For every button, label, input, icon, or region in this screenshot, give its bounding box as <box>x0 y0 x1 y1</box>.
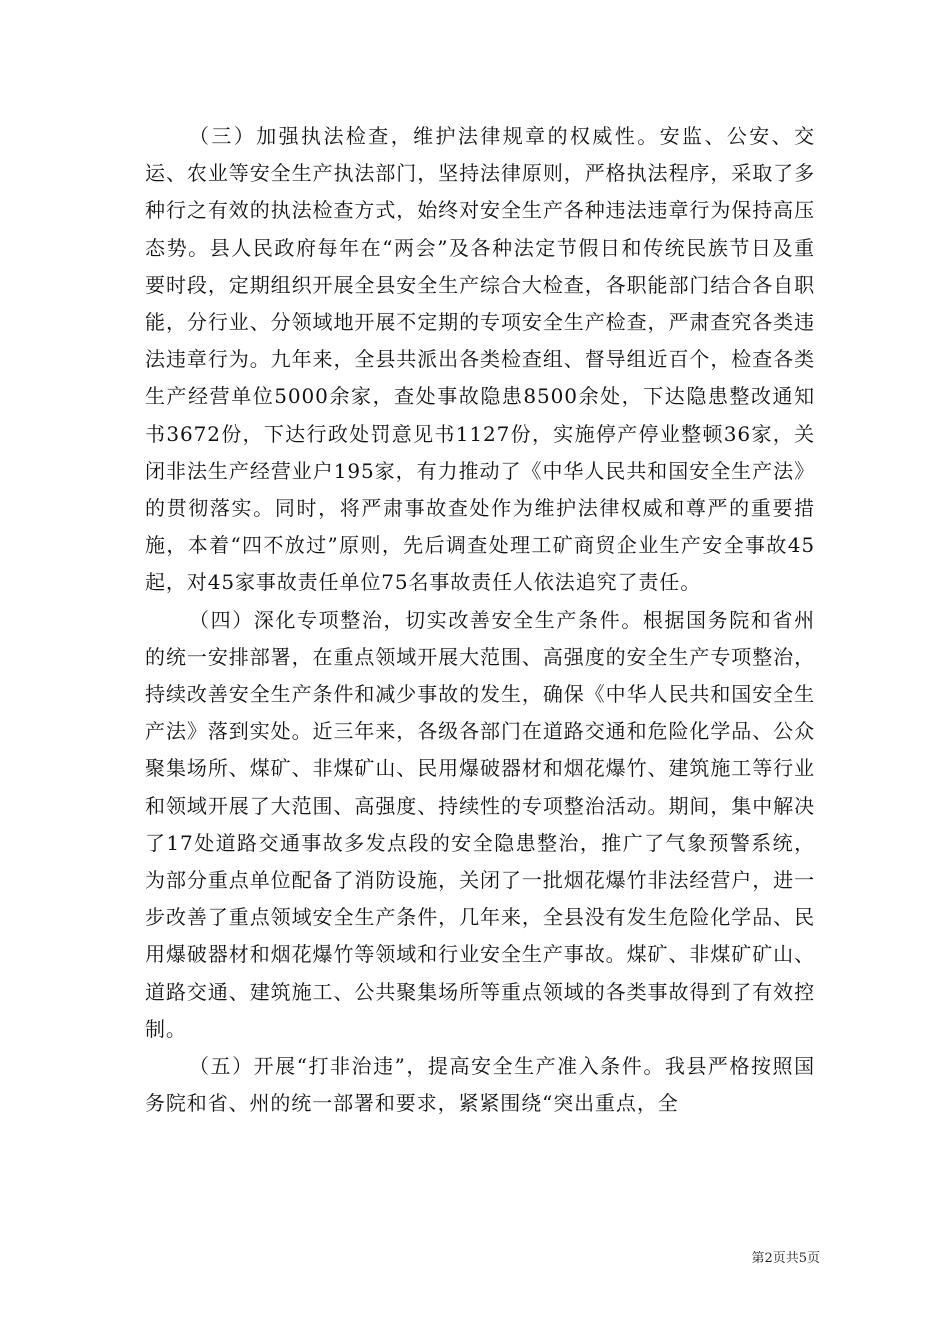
paragraph-section-4: （四）深化专项整治，切实改善安全生产条件。根据国务院和省州的统一安排部署，在重点领域开展大范围、高强度的安全生产专项整治，持续改善安全生产条件和减少事故的发生，确保《中华人民共和国安全生产法》落到实处。近三年来，各级各部门在道路交通和危险化学品、公众聚集场所、煤矿、非煤矿山、民用爆破器材和烟花爆竹、建筑施工等行业和领域开展了大范围、高强度、持续性的专项整治活动。期间，集中解决了17处道路交通事故多发点段的安全隐患整治，推广了气象预警系统，为部分重点单位配备了消防设施，关闭了一批烟花爆竹非法经营户，进一步改善了重点领域安全生产条件，几年来，全县没有发生危险化学品、民用爆破器材和烟花爆竹等领域和行业安全生产事故。煤矿、非煤矿矿山、道路交通、建筑施工、公共聚集场所等重点领域的各类事故得到了有效控制。 <box>145 607 815 1041</box>
document-body <box>145 118 815 1122</box>
paragraph-section-5: （五）开展“打非治违”，提高安全生产准入条件。我县严格按照国务院和省、州的统一部署和要求，紧紧围绕“突出重点，全 <box>145 1054 815 1116</box>
paragraph-section-3: （三）加强执法检查，维护法律规章的权威性。安监、公安、交运、农业等安全生产执法部门，坚持法律原则，严格执法程序，采取了多种行之有效的执法检查方式，始终对安全生产各种违法违章行为保持高压态势。县人民政府每年在“两会”及各种法定节假日和传统民族节日及重要时段，定期组织开展全县安全生产综合大检查，各职能部门结合各自职能，分行业、分领域地开展不定期的专项安全生产检查，严肃查究各类违法违章行为。九年来，全县共派出各类检查组、督导组近百个，检查各类生产经营单位5000余家，查处事故隐患8500余处，下达隐患整改通知书3672份，下达行政处罚意见书1127份，实施停产停业整顿36家，关闭非法生产经营业户195家，有力推动了《中华人民共和国安全生产法》的贯彻落实。同时，将严肃事故查处作为维护法律权威和尊严的重要措施，本着“四不放过”原则，先后调查处理工矿商贸企业生产安全事故45起，对45家事故责任单位75名事故责任人依法追究了责任。 <box>145 124 815 595</box>
page-number: 第2页共5页 <box>751 1251 820 1266</box>
